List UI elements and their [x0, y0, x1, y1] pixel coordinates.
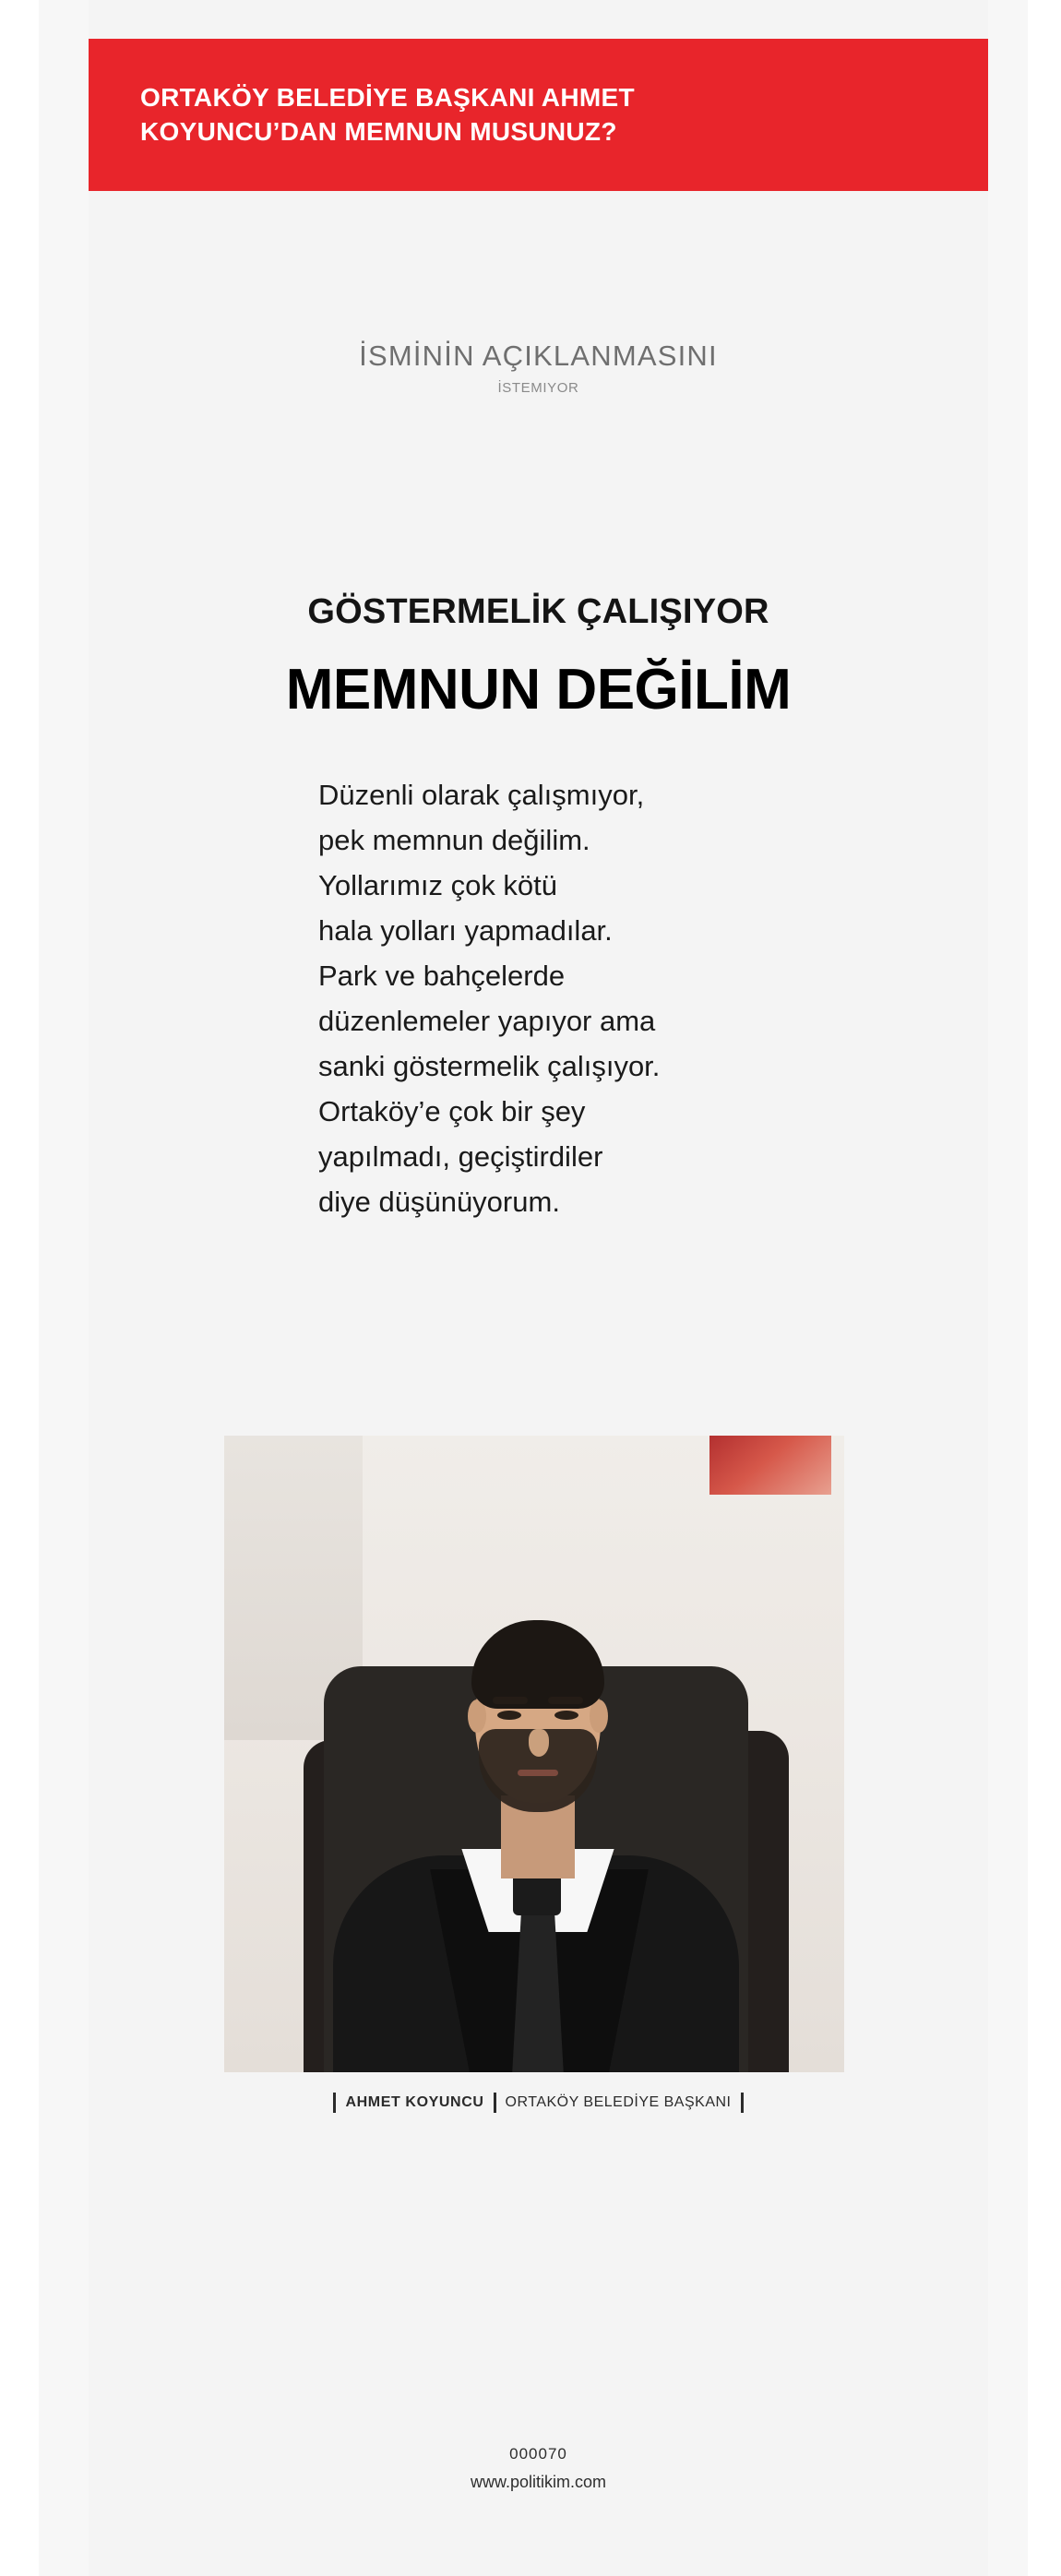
anonymous-source-line2: İSTEMIYOR [497, 380, 579, 396]
caption-divider-left [333, 2093, 336, 2113]
header-banner [89, 39, 988, 191]
article-body-text: Düzenli olarak çalışmıyor, pek memnun değilim. Yollarımız çok kötü hala yolları yapmadılar. Park ve bahçelerde düzenlemeler yapıyor ama sanki göstermelik çalışıyor. Ortaköy’e çok bir şey yapılmadı, geçiştirdiler diye düşünüyorum. [318, 779, 661, 1218]
mouth [518, 1770, 558, 1776]
website-url: www.politikim.com [470, 2473, 607, 2491]
eyebrow-right [548, 1697, 583, 1704]
caption-name: AHMET KOYUNCU [345, 2094, 484, 2110]
portrait-photo-image [224, 1436, 844, 2072]
eye-right [554, 1711, 578, 1720]
photo-caption [89, 2093, 988, 2113]
portrait-photo [224, 1436, 844, 2072]
hair [471, 1620, 604, 1709]
caption-role: ORTAKÖY BELEDİYE BAŞKANI [505, 2094, 732, 2110]
wall-art [709, 1436, 831, 1495]
anonymous-source-block [89, 340, 988, 396]
caption-divider-middle [494, 2093, 496, 2113]
eye-left [497, 1711, 521, 1720]
header-headline: ORTAKÖY BELEDİYE BAŞKANI AHMET KOYUNCU’DAN MEMNUN MUSUNUZ? [140, 82, 635, 146]
page-footer [89, 2445, 988, 2492]
eyebrow-left [493, 1697, 528, 1704]
article-title: MEMNUN DEĞİLİM [285, 658, 792, 722]
caption-divider-right [741, 2093, 744, 2113]
page-number: 000070 [509, 2445, 567, 2463]
article-kicker: GÖSTERMELİK ÇALIŞIYOR [307, 592, 769, 631]
article-body [318, 773, 798, 1225]
anonymous-source-line1: İSMİNİN AÇIKLANMASINI [359, 340, 718, 372]
nose [529, 1729, 549, 1757]
